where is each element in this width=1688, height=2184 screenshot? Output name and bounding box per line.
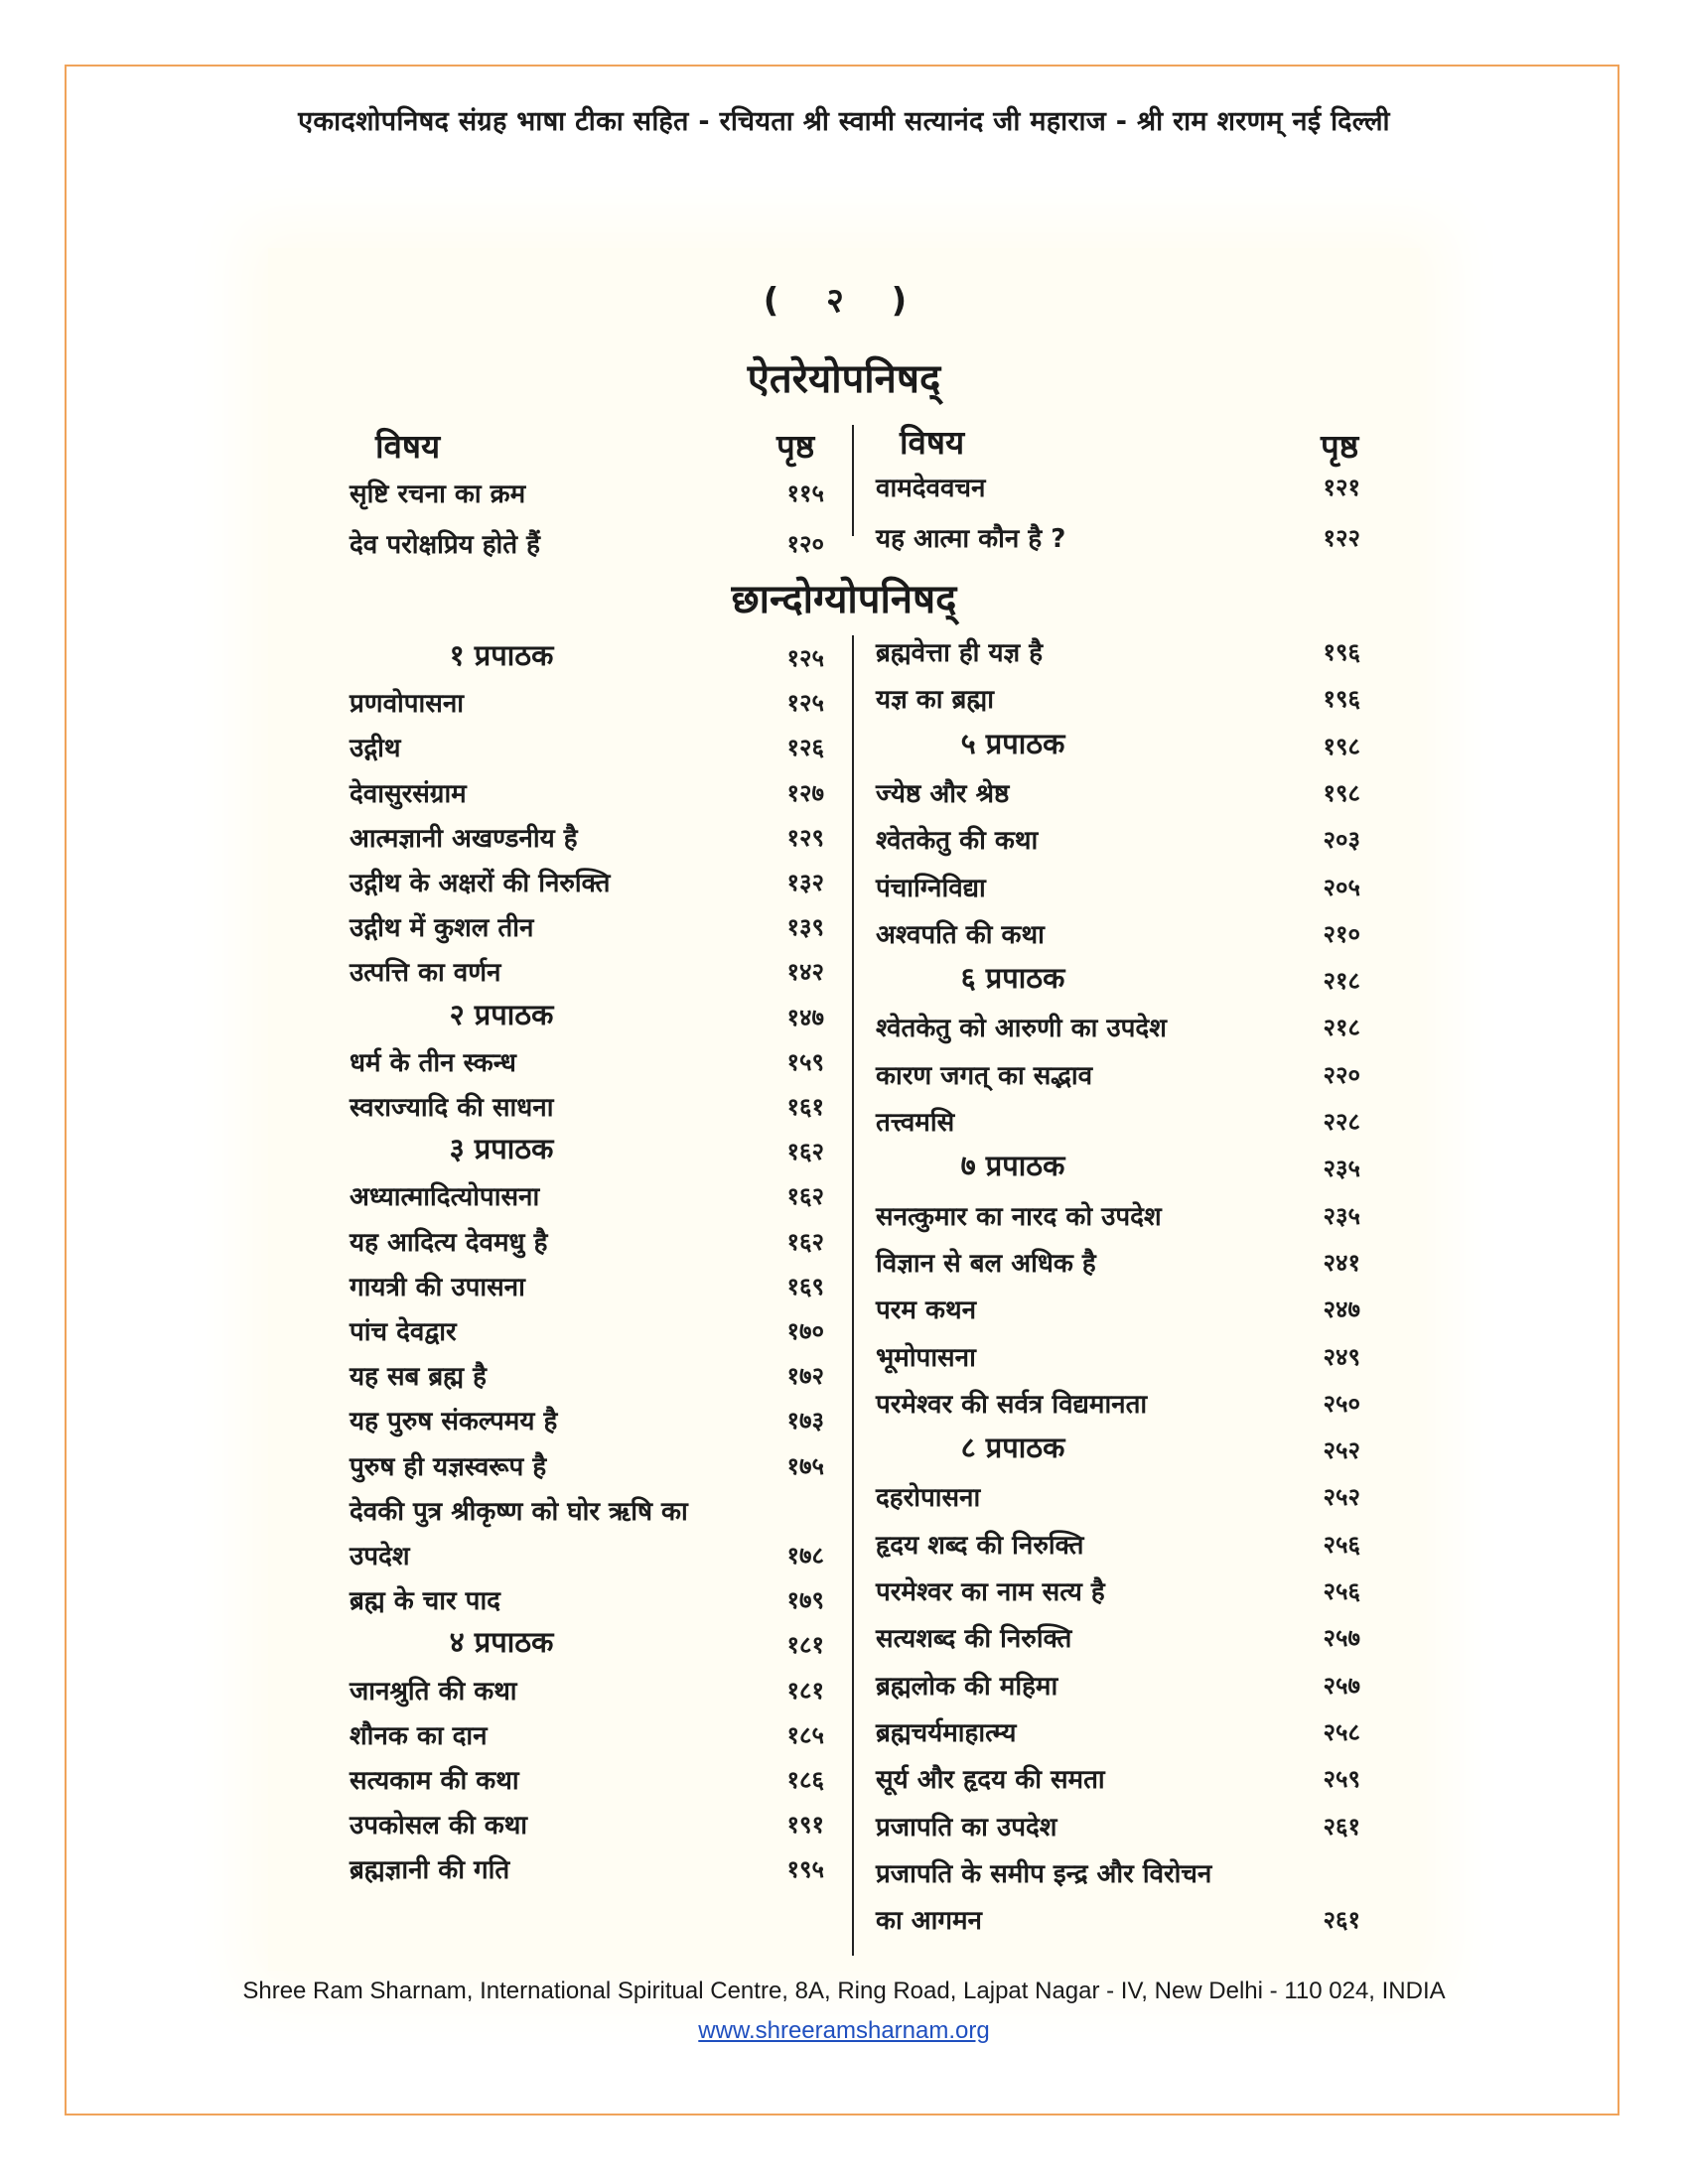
toc-entry-right: सूर्य और हृदय की समता [876,1765,1105,1796]
toc-page-number-right: २१० [1323,919,1360,948]
toc-page-number-left: १७९ [786,1586,824,1615]
toc-page-number-left: १७८ [786,1542,824,1570]
toc-page-number-left: १६२ [786,1227,824,1256]
toc-page-number-right: २५० [1323,1389,1360,1418]
toc-page-number-left: १८१ [786,1631,824,1660]
toc-page-number-right: २२० [1323,1060,1360,1089]
toc-entry-left: पांच देवद्वार [350,1317,457,1347]
section-heading-left: २ प्रपाठक [449,997,554,1031]
toc-entry-left: उद्गीथ [350,734,401,764]
toc-entry-left: देव परोक्षप्रिय होते हैं [350,530,540,560]
toc-page-number-right: १२२ [1323,524,1360,552]
toc-entry-left: धर्म के तीन स्कन्ध [350,1047,516,1078]
toc-page-number-right: २४७ [1323,1296,1360,1324]
toc-page-number-left: १३२ [786,869,824,896]
toc-page-number-left: १२० [786,530,824,558]
column-header-page-right: पृष्ठ [1321,427,1359,466]
toc-entry-right: प्रजापति के समीप इन्द्र और विरोचन [876,1858,1212,1889]
toc-entry-right: श्वेतकेतु की कथा [876,826,1039,857]
toc-entry-right: का आगमन [876,1906,982,1937]
footer-address: Shree Ram Sharnam, International Spiritual Centre, 8A, Ring Road, Lajpat Nagar - IV, New Delhi - 110 024, INDIA [242,1978,1446,2004]
toc-page-number-left: १७५ [786,1451,824,1480]
toc-page-number-right: २३५ [1323,1155,1360,1183]
toc-entry-left: उपकोसल की कथा [350,1811,528,1842]
toc-entry-left: उत्पत्ति का वर्णन [350,958,501,989]
toc-entry-left: देवासुरसंग्राम [350,778,467,809]
toc-page-number-left: १६९ [786,1272,824,1300]
toc-page-number-right: २५७ [1323,1671,1360,1700]
toc-entry-right: सत्यशब्द की निरुक्ति [876,1624,1072,1655]
column-divider-chandogya [852,635,854,1956]
toc-page-number-right: १९६ [1323,685,1360,714]
toc-entry-left: यह आदित्य देवमधु है [350,1227,548,1258]
toc-page-number-right: २६१ [1323,1906,1360,1935]
toc-entry-right: कारण जगत् का सद्भाव [876,1060,1093,1091]
toc-entry-right: ज्येष्ठ और श्रेष्ठ [876,778,1010,809]
toc-entry-right: परमेश्वर का नाम सत्य है [876,1577,1105,1607]
toc-page-number-left: १४२ [786,958,824,987]
toc-entry-left: गायत्री की उपासना [350,1272,525,1302]
column-header-subject-left: विषय [375,427,441,466]
toc-entry-left: जानश्रुति की कथा [350,1676,517,1706]
page-header: एकादशोपनिषद संग्रह भाषा टीका सहित - रचियता श्री स्वामी सत्यानंद जी महाराज - श्री राम शरणम् नई दिल्ली [298,106,1390,137]
toc-page-number-right: २४९ [1323,1342,1360,1371]
toc-page-number-left: १७० [786,1317,824,1345]
toc-page-number-left: १४७ [786,1003,824,1031]
toc-page-number-right: २५७ [1323,1624,1360,1653]
toc-page-number-left: १८५ [786,1720,824,1749]
toc-entry-right: ब्रह्मचर्यमाहात्म्य [876,1717,1017,1748]
section-heading-left: ३ प्रपाठक [449,1132,554,1166]
toc-entry-right: परम कथन [876,1296,977,1326]
toc-entry-left: शौनक का दान [350,1720,488,1751]
toc-entry-right: अश्वपति की कथा [876,919,1045,950]
toc-entry-left: आत्मज्ञानी अखण्डनीय है [350,823,578,854]
toc-entry-right: प्रजापति का उपदेश [876,1812,1057,1843]
footer-website-link[interactable]: www.shreeramsharnam.org [698,2017,990,2044]
page-number: ( २ ) [763,281,925,321]
toc-page-number-right: २४१ [1323,1248,1360,1277]
toc-entry-left: स्वराज्यादि की साधना [350,1093,554,1123]
toc-page-number-left: १६१ [786,1093,824,1121]
section-title-chandogya: छान्दोग्योपनिषद् [731,577,957,622]
toc-page-number-right: १२१ [1323,474,1360,501]
toc-entry-right: यह आत्मा कौन है ? [876,524,1066,554]
section-heading-left: ४ प्रपाठक [449,1625,554,1660]
toc-entry-right: ब्रह्मलोक की महिमा [876,1671,1058,1702]
column-header-subject-right: विषय [900,423,965,462]
toc-page-number-right: २०५ [1323,873,1360,901]
toc-page-number-left: १२६ [786,734,824,762]
toc-entry-left: ब्रह्म के चार पाद [350,1586,500,1617]
toc-entry-right: श्वेतकेतु को आरुणी का उपदेश [876,1014,1167,1044]
toc-entry-left: ब्रह्मज्ञानी की गति [350,1855,510,1886]
toc-page-number-right: २५२ [1323,1483,1360,1512]
toc-page-number-right: १९८ [1323,732,1360,760]
toc-page-number-left: १५९ [786,1047,824,1076]
toc-entry-left: उद्गीथ में कुशल तीन [350,913,534,944]
toc-page-number-left: ११५ [786,479,824,507]
toc-entry-right: विज्ञान से बल अधिक है [876,1248,1096,1279]
toc-entry-left: प्रणवोपासना [350,689,465,720]
toc-entry-right: पंचाग्निविद्या [876,873,986,903]
toc-page-number-right: २२८ [1323,1108,1360,1136]
toc-page-number-left: १८१ [786,1676,824,1705]
toc-page-number-right: १९६ [1323,638,1360,666]
column-header-page-left: पृष्ठ [776,427,815,466]
toc-page-number-left: १६२ [786,1138,824,1166]
toc-entry-right: ब्रह्मवेत्ता ही यज्ञ है [876,638,1044,668]
toc-entry-left: देवकी पुत्र श्रीकृष्ण को घोर ऋषि का [350,1496,688,1527]
toc-entry-left: उपदेश [350,1542,410,1571]
toc-entry-right: यज्ञ का ब्रह्मा [876,685,994,716]
toc-page-number-left: १२५ [786,644,824,672]
section-heading-right: ७ प्रपाठक [960,1149,1065,1183]
toc-page-number-left: १२७ [786,778,824,807]
toc-entry-left: अध्यात्मादित्योपासना [350,1182,540,1213]
toc-entry-right: दहरोपासना [876,1483,981,1514]
toc-page-number-right: २५२ [1323,1436,1360,1465]
toc-page-number-right: २५६ [1323,1577,1360,1605]
toc-page-number-right: २५९ [1323,1765,1360,1794]
toc-page-number-left: १९५ [786,1855,824,1884]
section-heading-right: ६ प्रपाठक [960,961,1065,996]
section-heading-right: ८ प्रपाठक [960,1431,1065,1465]
toc-page-number-right: २५८ [1323,1717,1360,1746]
toc-page-number-right: २१८ [1323,1014,1360,1042]
toc-page-number-left: १२५ [786,689,824,718]
toc-entry-left: सत्यकाम की कथा [350,1766,519,1796]
toc-entry-left: पुरुष ही यज्ञस्वरूप है [350,1451,547,1482]
toc-entry-right: भूमोपासना [876,1342,976,1373]
toc-page-number-left: १७२ [786,1362,824,1391]
column-divider-aitareya [852,425,854,536]
toc-page-number-left: १३९ [786,913,824,942]
toc-page-number-left: १२९ [786,823,824,852]
toc-entry-right: परमेश्वर की सर्वत्र विद्यमानता [876,1389,1148,1420]
toc-entry-left: यह सब ब्रह्म है [350,1362,487,1393]
toc-page-number-left: १६२ [786,1182,824,1211]
section-title-aitareya: ऐतरेयोपनिषद् [747,356,941,402]
toc-entry-right: वामदेववचन [876,474,986,503]
toc-page-number-left: १७३ [786,1407,824,1435]
toc-entry-left: उद्गीथ के अक्षरों की निरुक्ति [350,869,611,898]
toc-page-number-right: २५६ [1323,1530,1360,1559]
section-heading-left: १ प्रपाठक [449,638,554,672]
toc-entry-right: हृदय शब्द की निरुक्ति [876,1530,1084,1561]
toc-page-number-right: २१८ [1323,967,1360,996]
toc-page-number-right: २०३ [1323,826,1360,855]
toc-entry-right: तत्त्वमसि [876,1108,955,1138]
toc-entry-left: सृष्टि रचना का क्रम [350,479,526,509]
toc-entry-right: सनत्कुमार का नारद को उपदेश [876,1201,1162,1232]
toc-page-number-left: १८६ [786,1766,824,1794]
section-heading-right: ५ प्रपाठक [960,726,1065,760]
toc-page-number-right: २३५ [1323,1201,1360,1230]
toc-entry-left: यह पुरुष संकल्पमय है [350,1407,558,1437]
toc-page-number-right: २६१ [1323,1812,1360,1841]
toc-page-number-left: १९१ [786,1811,824,1840]
toc-page-number-right: १९८ [1323,778,1360,807]
